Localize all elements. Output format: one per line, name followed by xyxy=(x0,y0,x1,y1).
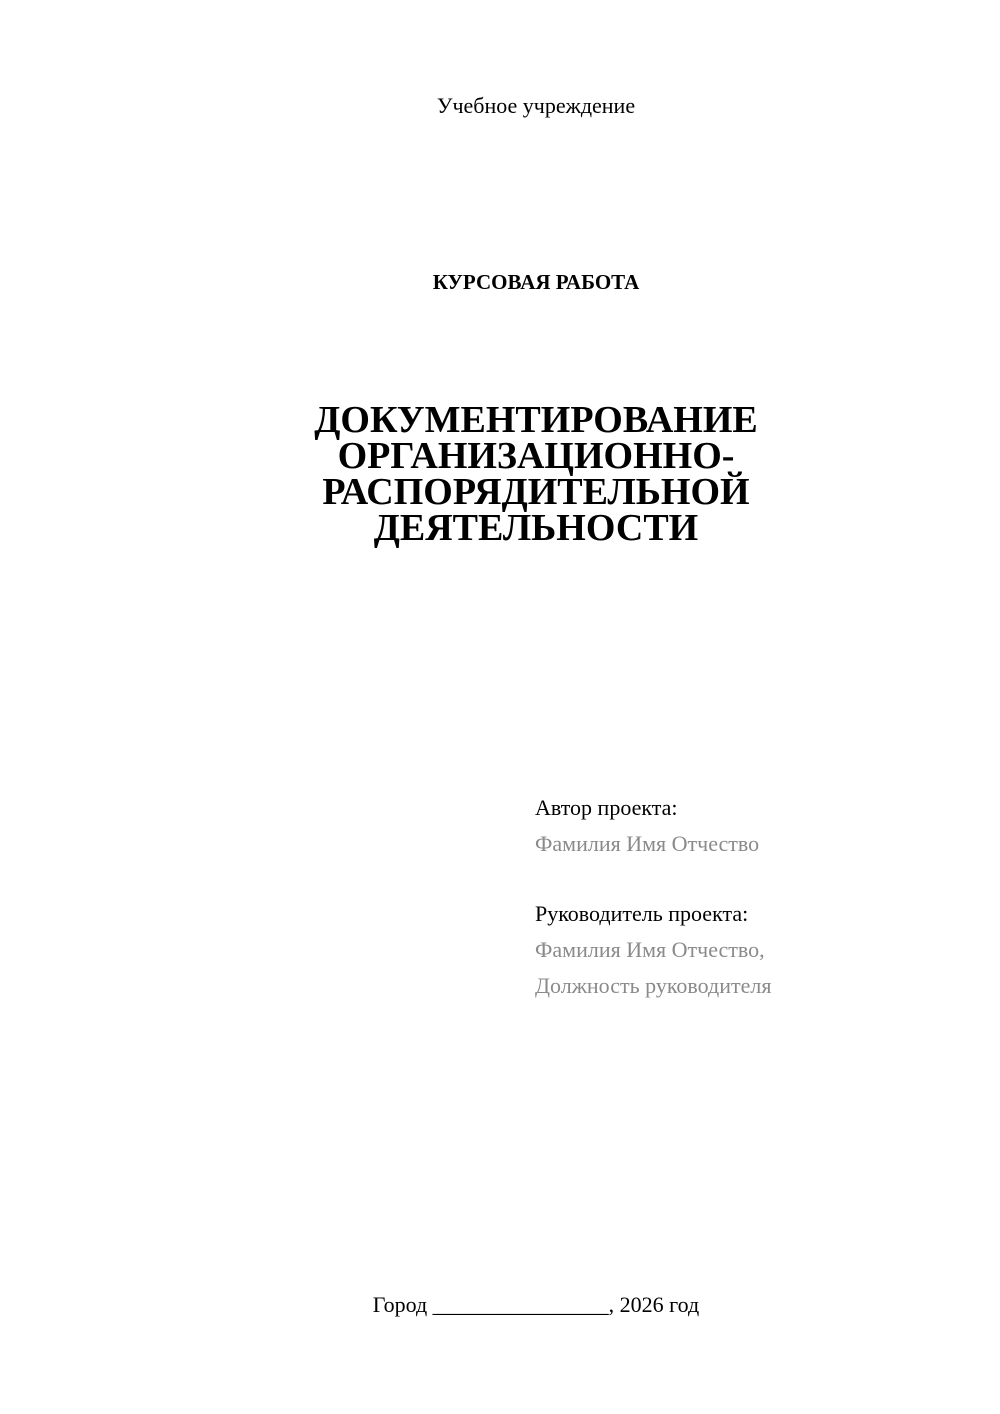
supervisor-label: Руководитель проекта: xyxy=(535,901,749,926)
author-name: Фамилия Имя Отчество xyxy=(535,831,760,856)
city-year-line: Город ________________, 2026 год xyxy=(372,1292,700,1317)
document-title xyxy=(0,399,1000,549)
institution-name: Учебное учреждение xyxy=(436,93,636,118)
author-label: Автор проекта: xyxy=(535,795,678,820)
title-line: РАСПОРЯДИТЕЛЬНОЙ xyxy=(322,471,750,513)
title-line: ОРГАНИЗАЦИОННО- xyxy=(337,435,735,477)
spacer xyxy=(535,862,955,896)
supervisor-name: Фамилия Имя Отчество, xyxy=(535,937,765,962)
title-line: ДЕЯТЕЛЬНОСТИ xyxy=(373,507,699,549)
credits-block xyxy=(535,790,955,1004)
work-type-heading: КУРСОВАЯ РАБОТА xyxy=(432,270,640,294)
title-line: ДОКУМЕНТИРОВАНИЕ xyxy=(314,399,758,441)
supervisor-position: Должность руководителя xyxy=(535,973,772,998)
